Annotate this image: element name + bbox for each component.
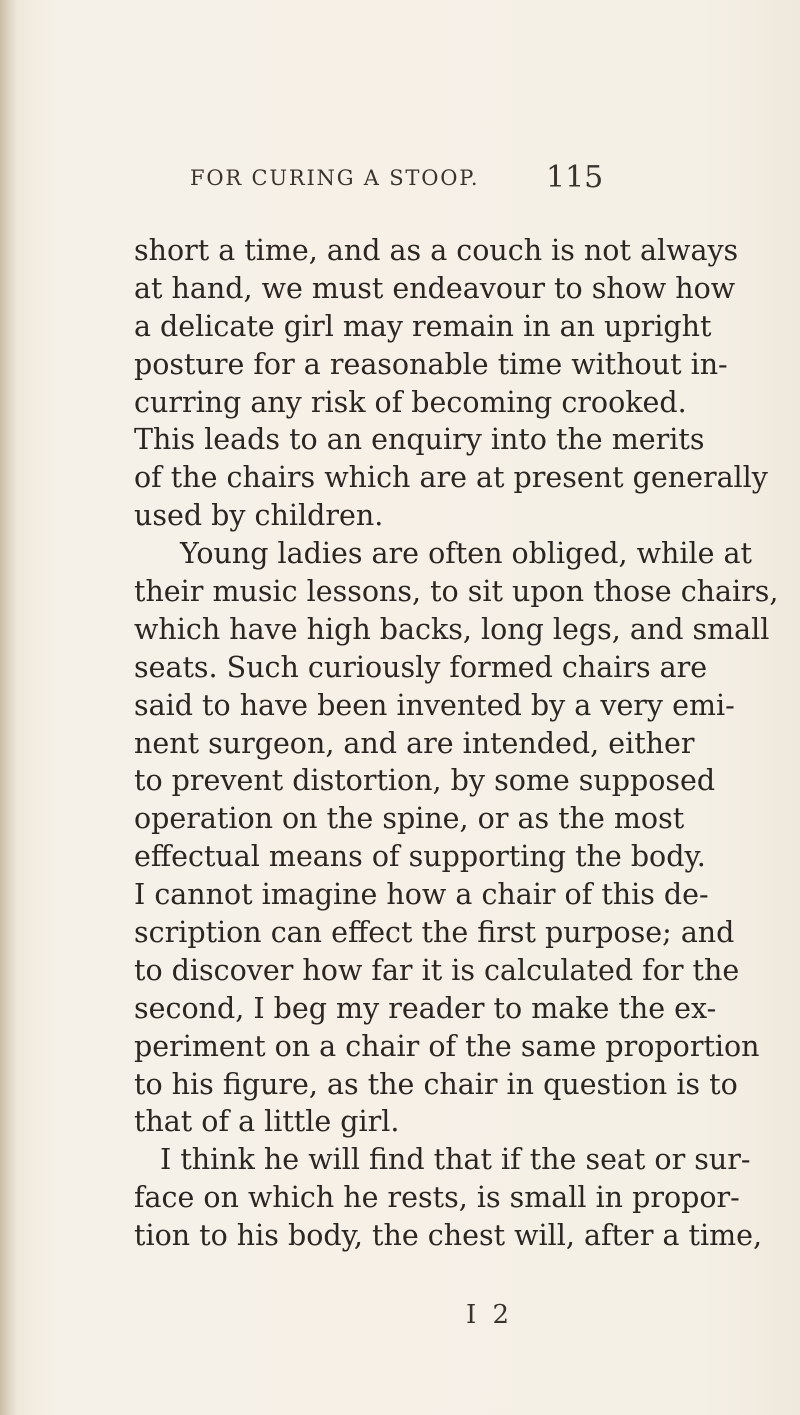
text-line: periment on a chair of the same proportion (134, 1029, 760, 1063)
text-line: face on which he rests, is small in propor- (134, 1181, 740, 1215)
page-header (190, 160, 650, 200)
text-line: effectual means of supporting the body. (134, 840, 706, 874)
text-line: used by children. (134, 499, 384, 533)
text-line: which have high backs, long legs, and small (134, 612, 770, 646)
text-line: nent surgeon, and are intended, either (134, 726, 695, 760)
text-line: tion to his body, the chest will, after a time, (134, 1219, 763, 1253)
running-head: FOR CURING A STOOP. (190, 166, 480, 190)
body-text (134, 232, 779, 1255)
text-line: of the chairs which are at present generally (134, 461, 768, 495)
text-line: curring any risk of becoming crooked. (134, 385, 687, 419)
text-line: I cannot imagine how a chair of this de- (134, 878, 709, 912)
paragraph-start-line: Young ladies are often obliged, while at (180, 537, 752, 571)
text-line: their music lessons, to sit upon those chairs, (134, 575, 779, 609)
page-gutter (0, 0, 16, 1415)
text-line: second, I beg my reader to make the ex- (134, 991, 717, 1025)
paragraph-start-line: I think he will find that if the seat or sur- (160, 1143, 751, 1177)
text-line: at hand, we must endeavour to show how (134, 271, 736, 305)
text-line: said to have been invented by a very emi- (134, 688, 735, 722)
text-line: seats. Such curiously formed chairs are (134, 650, 708, 684)
signature-mark: I 2 (466, 1300, 514, 1330)
text-line: posture for a reasonable time without in- (134, 347, 728, 381)
text-line: to his figure, as the chair in question is to (134, 1067, 738, 1101)
text-line: to prevent distortion, by some supposed (134, 764, 716, 798)
text-line: operation on the spine, or as the most (134, 802, 685, 836)
text-line: short a time, and as a couch is not always (134, 234, 739, 267)
text-line: This leads to an enquiry into the merits (134, 423, 705, 457)
text-line: scription can effect the first purpose; and (134, 916, 735, 950)
text-line: to discover how far it is calculated for the (134, 953, 740, 987)
text-line: a delicate girl may remain in an upright (134, 309, 712, 343)
page-number: 115 (546, 160, 604, 195)
text-line: that of a little girl. (134, 1105, 400, 1139)
